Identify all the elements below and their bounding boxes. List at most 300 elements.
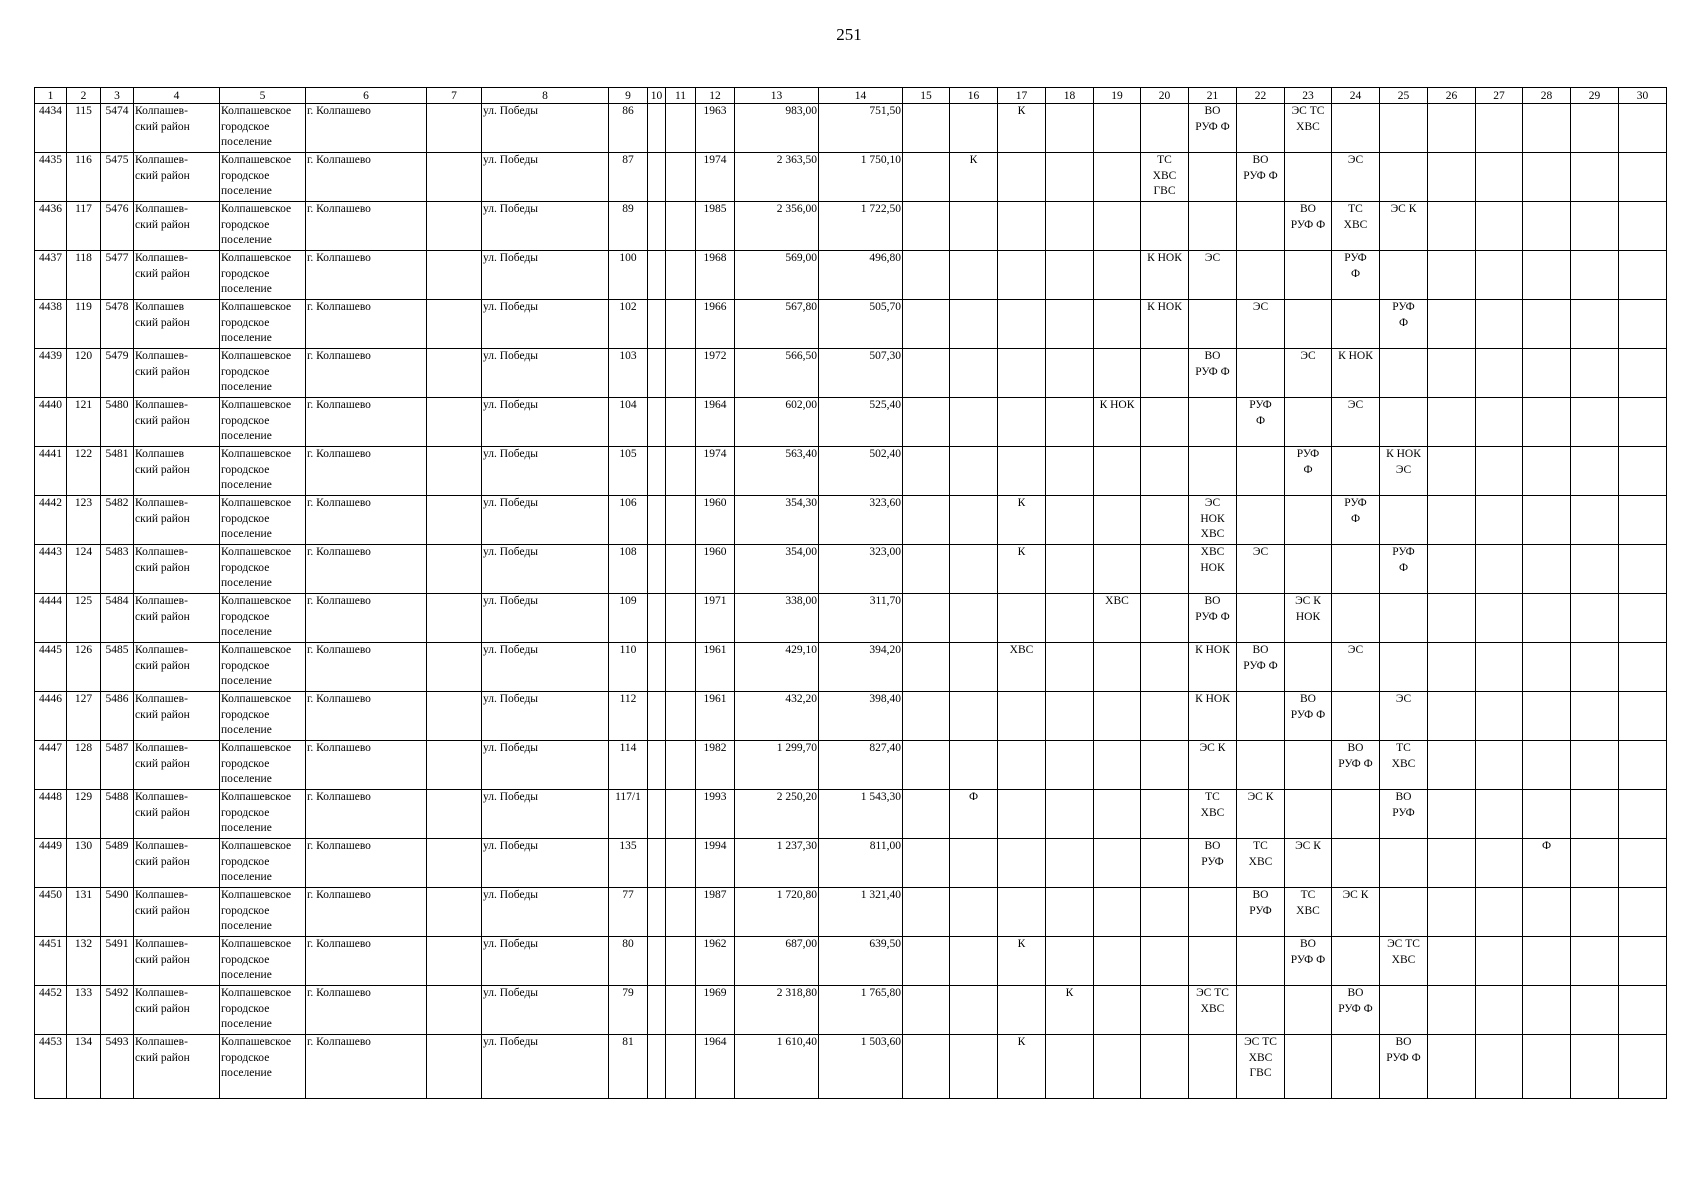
work-type-col-28-cell bbox=[1523, 251, 1571, 300]
work-type-col-29-cell bbox=[1571, 251, 1619, 300]
work-type-col-26-cell bbox=[1428, 692, 1476, 741]
work-type-col-23-cell: ЭС bbox=[1285, 349, 1332, 398]
settlement-cell: Колпашевское городское поселение bbox=[220, 1035, 306, 1099]
district-cell: Колпашев- ский район bbox=[134, 202, 220, 251]
work-type-col-24-cell: РУФ Ф bbox=[1332, 496, 1380, 545]
work-type-col-17-cell bbox=[998, 741, 1046, 790]
work-type-col-16-cell bbox=[950, 692, 998, 741]
work-type-col-25-cell: ВО РУФ bbox=[1380, 790, 1428, 839]
work-type-col-17-cell bbox=[998, 153, 1046, 202]
work-type-col-26-cell bbox=[1428, 496, 1476, 545]
column-header-14: 14 bbox=[819, 88, 903, 104]
work-type-col-18-cell bbox=[1046, 839, 1094, 888]
settlement-cell: Колпашевское городское поселение bbox=[220, 202, 306, 251]
work-type-col-27-cell bbox=[1476, 104, 1523, 153]
work-type-col-17-cell: К bbox=[998, 937, 1046, 986]
street-cell: ул. Победы bbox=[482, 741, 609, 790]
work-type-col-16-cell bbox=[950, 888, 998, 937]
work-type-col-23-cell bbox=[1285, 251, 1332, 300]
work-type-col-21-cell: ЭС bbox=[1189, 251, 1237, 300]
work-type-col-26-cell bbox=[1428, 398, 1476, 447]
work-type-col-29-cell bbox=[1571, 888, 1619, 937]
city-cell: г. Колпашево bbox=[306, 447, 427, 496]
work-type-col-22-cell bbox=[1237, 447, 1285, 496]
work-type-col-11-cell bbox=[666, 104, 696, 153]
work-type-col-28-cell bbox=[1523, 398, 1571, 447]
work-type-col-20-cell bbox=[1141, 104, 1189, 153]
registry-id-cell: 5475 bbox=[101, 153, 134, 202]
district-cell: Колпашев- ский район bbox=[134, 594, 220, 643]
row-index-cell: 127 bbox=[67, 692, 101, 741]
record-number-cell: 4439 bbox=[35, 349, 67, 398]
work-type-col-21-cell: ЭС К bbox=[1189, 741, 1237, 790]
work-type-col-18-cell bbox=[1046, 202, 1094, 251]
column-header-6: 6 bbox=[306, 88, 427, 104]
living-area-cell: 1 750,10 bbox=[819, 153, 903, 202]
work-type-col-10-cell bbox=[648, 594, 666, 643]
living-area-cell: 751,50 bbox=[819, 104, 903, 153]
work-type-col-17-cell: К bbox=[998, 545, 1046, 594]
work-type-col-24-cell bbox=[1332, 104, 1380, 153]
settlement-cell: Колпашевское городское поселение bbox=[220, 153, 306, 202]
table-row bbox=[35, 1035, 1667, 1099]
work-type-col-30-cell bbox=[1619, 937, 1667, 986]
work-type-col-10-cell bbox=[648, 986, 666, 1035]
registry-id-cell: 5491 bbox=[101, 937, 134, 986]
registry-id-cell: 5486 bbox=[101, 692, 134, 741]
total-area-cell: 1 720,80 bbox=[735, 888, 819, 937]
work-type-col-23-cell bbox=[1285, 300, 1332, 349]
work-type-col-28-cell bbox=[1523, 888, 1571, 937]
work-type-col-22-cell: ЭС К bbox=[1237, 790, 1285, 839]
house-number-cell: 87 bbox=[609, 153, 648, 202]
work-type-col-29-cell bbox=[1571, 692, 1619, 741]
work-type-col-15-cell bbox=[903, 986, 950, 1035]
city-cell: г. Колпашево bbox=[306, 594, 427, 643]
work-type-col-21-cell bbox=[1189, 447, 1237, 496]
work-type-col-20-cell: К НОК bbox=[1141, 300, 1189, 349]
work-type-col-11-cell bbox=[666, 594, 696, 643]
street-cell: ул. Победы bbox=[482, 594, 609, 643]
row-index-cell: 130 bbox=[67, 839, 101, 888]
city-cell: г. Колпашево bbox=[306, 888, 427, 937]
work-type-col-29-cell bbox=[1571, 153, 1619, 202]
work-type-col-29-cell bbox=[1571, 790, 1619, 839]
work-type-col-17-cell bbox=[998, 300, 1046, 349]
work-type-col-22-cell bbox=[1237, 594, 1285, 643]
street-cell: ул. Победы bbox=[482, 643, 609, 692]
work-type-col-19-cell bbox=[1094, 839, 1141, 888]
work-type-col-24-cell bbox=[1332, 839, 1380, 888]
row-index-cell: 121 bbox=[67, 398, 101, 447]
house-number-cell: 105 bbox=[609, 447, 648, 496]
total-area-cell: 566,50 bbox=[735, 349, 819, 398]
work-type-col-20-cell bbox=[1141, 986, 1189, 1035]
column-header-8: 8 bbox=[482, 88, 609, 104]
house-number-cell: 77 bbox=[609, 888, 648, 937]
column-header-18: 18 bbox=[1046, 88, 1094, 104]
work-type-col-24-cell bbox=[1332, 692, 1380, 741]
row-index-cell: 132 bbox=[67, 937, 101, 986]
work-type-col-24-cell bbox=[1332, 545, 1380, 594]
work-type-col-26-cell bbox=[1428, 349, 1476, 398]
work-type-col-10-cell bbox=[648, 839, 666, 888]
city-cell: г. Колпашево bbox=[306, 643, 427, 692]
work-type-col-18-cell bbox=[1046, 545, 1094, 594]
district-cell: Колпашев- ский район bbox=[134, 104, 220, 153]
total-area-cell: 2 363,50 bbox=[735, 153, 819, 202]
work-type-col-27-cell bbox=[1476, 300, 1523, 349]
settlement-cell: Колпашевское городское поселение bbox=[220, 741, 306, 790]
street-cell: ул. Победы bbox=[482, 1035, 609, 1099]
city-cell: г. Колпашево bbox=[306, 153, 427, 202]
column-header-4: 4 bbox=[134, 88, 220, 104]
work-type-col-24-cell: ЭС bbox=[1332, 398, 1380, 447]
work-type-col-19-cell bbox=[1094, 447, 1141, 496]
city-cell: г. Колпашево bbox=[306, 300, 427, 349]
table-row bbox=[35, 349, 1667, 398]
work-type-col-20-cell bbox=[1141, 741, 1189, 790]
column-header-23: 23 bbox=[1285, 88, 1332, 104]
work-type-col-22-cell: ВО РУФ bbox=[1237, 888, 1285, 937]
work-type-col-29-cell bbox=[1571, 447, 1619, 496]
table-row bbox=[35, 202, 1667, 251]
work-type-col-11-cell bbox=[666, 986, 696, 1035]
settlement-cell: Колпашевское городское поселение bbox=[220, 545, 306, 594]
district-cell: Колпашев- ский район bbox=[134, 790, 220, 839]
work-type-col-23-cell: ЭС К НОК bbox=[1285, 594, 1332, 643]
work-type-col-17-cell bbox=[998, 594, 1046, 643]
record-number-cell: 4446 bbox=[35, 692, 67, 741]
table-row bbox=[35, 986, 1667, 1035]
work-type-col-28-cell bbox=[1523, 986, 1571, 1035]
work-type-col-18-cell bbox=[1046, 398, 1094, 447]
district-cell: Колпашев- ский район bbox=[134, 496, 220, 545]
work-type-col-22-cell bbox=[1237, 741, 1285, 790]
work-type-col-19-cell bbox=[1094, 741, 1141, 790]
work-type-col-27-cell bbox=[1476, 545, 1523, 594]
work-type-col-27-cell bbox=[1476, 202, 1523, 251]
street-cell: ул. Победы bbox=[482, 937, 609, 986]
work-type-col-29-cell bbox=[1571, 839, 1619, 888]
work-type-col-11-cell bbox=[666, 202, 696, 251]
row-index-cell: 117 bbox=[67, 202, 101, 251]
city-cell: г. Колпашево bbox=[306, 104, 427, 153]
city-cell: г. Колпашево bbox=[306, 986, 427, 1035]
table-row bbox=[35, 398, 1667, 447]
row-index-cell: 134 bbox=[67, 1035, 101, 1099]
work-type-col-30-cell bbox=[1619, 153, 1667, 202]
work-type-col-15-cell bbox=[903, 741, 950, 790]
work-type-col-26-cell bbox=[1428, 888, 1476, 937]
work-type-col-27-cell bbox=[1476, 349, 1523, 398]
work-type-col-20-cell bbox=[1141, 839, 1189, 888]
living-area-cell: 1 321,40 bbox=[819, 888, 903, 937]
column-header-26: 26 bbox=[1428, 88, 1476, 104]
house-number-cell: 81 bbox=[609, 1035, 648, 1099]
work-type-col-7-cell bbox=[427, 643, 482, 692]
work-type-col-11-cell bbox=[666, 643, 696, 692]
work-type-col-11-cell bbox=[666, 496, 696, 545]
work-type-col-23-cell bbox=[1285, 496, 1332, 545]
living-area-cell: 323,60 bbox=[819, 496, 903, 545]
work-type-col-21-cell bbox=[1189, 153, 1237, 202]
house-number-cell: 100 bbox=[609, 251, 648, 300]
work-type-col-21-cell: ТС ХВС bbox=[1189, 790, 1237, 839]
work-type-col-7-cell bbox=[427, 496, 482, 545]
street-cell: ул. Победы bbox=[482, 496, 609, 545]
row-index-cell: 118 bbox=[67, 251, 101, 300]
build-year-cell: 1971 bbox=[696, 594, 735, 643]
table-row bbox=[35, 692, 1667, 741]
living-area-cell: 827,40 bbox=[819, 741, 903, 790]
work-type-col-30-cell bbox=[1619, 202, 1667, 251]
record-number-cell: 4451 bbox=[35, 937, 67, 986]
house-number-cell: 104 bbox=[609, 398, 648, 447]
total-area-cell: 354,30 bbox=[735, 496, 819, 545]
record-number-cell: 4453 bbox=[35, 1035, 67, 1099]
work-type-col-28-cell bbox=[1523, 300, 1571, 349]
work-type-col-27-cell bbox=[1476, 1035, 1523, 1099]
work-type-col-26-cell bbox=[1428, 300, 1476, 349]
work-type-col-23-cell bbox=[1285, 1035, 1332, 1099]
build-year-cell: 1982 bbox=[696, 741, 735, 790]
build-year-cell: 1961 bbox=[696, 643, 735, 692]
total-area-cell: 983,00 bbox=[735, 104, 819, 153]
registry-id-cell: 5484 bbox=[101, 594, 134, 643]
column-header-20: 20 bbox=[1141, 88, 1189, 104]
work-type-col-22-cell bbox=[1237, 202, 1285, 251]
living-area-cell: 1 765,80 bbox=[819, 986, 903, 1035]
work-type-col-22-cell bbox=[1237, 937, 1285, 986]
work-type-col-30-cell bbox=[1619, 1035, 1667, 1099]
work-type-col-28-cell bbox=[1523, 790, 1571, 839]
house-number-cell: 103 bbox=[609, 349, 648, 398]
house-number-cell: 117/1 bbox=[609, 790, 648, 839]
record-number-cell: 4448 bbox=[35, 790, 67, 839]
work-type-col-20-cell bbox=[1141, 643, 1189, 692]
work-type-col-20-cell bbox=[1141, 1035, 1189, 1099]
house-number-cell: 89 bbox=[609, 202, 648, 251]
settlement-cell: Колпашевское городское поселение bbox=[220, 839, 306, 888]
work-type-col-16-cell bbox=[950, 545, 998, 594]
work-type-col-26-cell bbox=[1428, 104, 1476, 153]
page-number: 251 bbox=[836, 25, 862, 44]
build-year-cell: 1974 bbox=[696, 153, 735, 202]
work-type-col-22-cell bbox=[1237, 496, 1285, 545]
build-year-cell: 1966 bbox=[696, 300, 735, 349]
work-type-col-15-cell bbox=[903, 349, 950, 398]
work-type-col-25-cell: К НОК ЭС bbox=[1380, 447, 1428, 496]
row-index-cell: 125 bbox=[67, 594, 101, 643]
work-type-col-25-cell bbox=[1380, 839, 1428, 888]
column-header-24: 24 bbox=[1332, 88, 1380, 104]
work-type-col-11-cell bbox=[666, 398, 696, 447]
work-type-col-18-cell bbox=[1046, 888, 1094, 937]
work-type-col-17-cell: К bbox=[998, 496, 1046, 545]
work-type-col-19-cell: К НОК bbox=[1094, 398, 1141, 447]
work-type-col-26-cell bbox=[1428, 545, 1476, 594]
work-type-col-25-cell: ТС ХВС bbox=[1380, 741, 1428, 790]
work-type-col-15-cell bbox=[903, 888, 950, 937]
living-area-cell: 398,40 bbox=[819, 692, 903, 741]
work-type-col-15-cell bbox=[903, 104, 950, 153]
work-type-col-21-cell: ВО РУФ Ф bbox=[1189, 104, 1237, 153]
work-type-col-16-cell bbox=[950, 349, 998, 398]
work-type-col-11-cell bbox=[666, 251, 696, 300]
work-type-col-16-cell bbox=[950, 986, 998, 1035]
work-type-col-20-cell bbox=[1141, 888, 1189, 937]
work-type-col-26-cell bbox=[1428, 251, 1476, 300]
work-type-col-11-cell bbox=[666, 153, 696, 202]
work-type-col-27-cell bbox=[1476, 692, 1523, 741]
work-type-col-24-cell: ВО РУФ Ф bbox=[1332, 986, 1380, 1035]
work-type-col-24-cell: ТС ХВС bbox=[1332, 202, 1380, 251]
work-type-col-21-cell: К НОК bbox=[1189, 692, 1237, 741]
total-area-cell: 569,00 bbox=[735, 251, 819, 300]
work-type-col-22-cell: ТС ХВС bbox=[1237, 839, 1285, 888]
work-type-col-17-cell bbox=[998, 398, 1046, 447]
work-type-col-20-cell bbox=[1141, 202, 1189, 251]
work-type-col-24-cell bbox=[1332, 1035, 1380, 1099]
district-cell: Колпашев ский район bbox=[134, 300, 220, 349]
work-type-col-18-cell: К bbox=[1046, 986, 1094, 1035]
column-header-25: 25 bbox=[1380, 88, 1428, 104]
settlement-cell: Колпашевское городское поселение bbox=[220, 349, 306, 398]
work-type-col-30-cell bbox=[1619, 643, 1667, 692]
house-number-cell: 112 bbox=[609, 692, 648, 741]
living-area-cell: 394,20 bbox=[819, 643, 903, 692]
work-type-col-16-cell: К bbox=[950, 153, 998, 202]
street-cell: ул. Победы bbox=[482, 349, 609, 398]
total-area-cell: 1 610,40 bbox=[735, 1035, 819, 1099]
work-type-col-18-cell bbox=[1046, 741, 1094, 790]
work-type-col-22-cell bbox=[1237, 349, 1285, 398]
column-header-3: 3 bbox=[101, 88, 134, 104]
row-index-cell: 131 bbox=[67, 888, 101, 937]
work-type-col-29-cell bbox=[1571, 545, 1619, 594]
work-type-col-21-cell: ЭС НОК ХВС bbox=[1189, 496, 1237, 545]
work-type-col-28-cell bbox=[1523, 741, 1571, 790]
column-header-13: 13 bbox=[735, 88, 819, 104]
district-cell: Колпашев- ский район bbox=[134, 741, 220, 790]
work-type-col-24-cell: ЭС bbox=[1332, 153, 1380, 202]
work-type-col-19-cell bbox=[1094, 349, 1141, 398]
registry-id-cell: 5481 bbox=[101, 447, 134, 496]
column-header-17: 17 bbox=[998, 88, 1046, 104]
street-cell: ул. Победы bbox=[482, 888, 609, 937]
living-area-cell: 311,70 bbox=[819, 594, 903, 643]
total-area-cell: 567,80 bbox=[735, 300, 819, 349]
column-number-row bbox=[35, 88, 1667, 104]
work-type-col-23-cell bbox=[1285, 153, 1332, 202]
table-row bbox=[35, 545, 1667, 594]
registry-id-cell: 5480 bbox=[101, 398, 134, 447]
work-type-col-15-cell bbox=[903, 300, 950, 349]
work-type-col-11-cell bbox=[666, 300, 696, 349]
work-type-col-19-cell bbox=[1094, 790, 1141, 839]
table-row bbox=[35, 937, 1667, 986]
street-cell: ул. Победы bbox=[482, 202, 609, 251]
row-index-cell: 115 bbox=[67, 104, 101, 153]
work-type-col-25-cell: ЭС ТС ХВС bbox=[1380, 937, 1428, 986]
work-type-col-16-cell bbox=[950, 937, 998, 986]
work-type-col-15-cell bbox=[903, 545, 950, 594]
work-type-col-18-cell bbox=[1046, 790, 1094, 839]
district-cell: Колпашев- ский район bbox=[134, 692, 220, 741]
work-type-col-15-cell bbox=[903, 202, 950, 251]
city-cell: г. Колпашево bbox=[306, 692, 427, 741]
work-type-col-23-cell: РУФ Ф bbox=[1285, 447, 1332, 496]
work-type-col-28-cell bbox=[1523, 202, 1571, 251]
total-area-cell: 563,40 bbox=[735, 447, 819, 496]
build-year-cell: 1960 bbox=[696, 545, 735, 594]
work-type-col-25-cell bbox=[1380, 349, 1428, 398]
work-type-col-19-cell bbox=[1094, 202, 1141, 251]
work-type-col-25-cell: ВО РУФ Ф bbox=[1380, 1035, 1428, 1099]
work-type-col-23-cell bbox=[1285, 790, 1332, 839]
record-number-cell: 4438 bbox=[35, 300, 67, 349]
work-type-col-21-cell bbox=[1189, 888, 1237, 937]
work-type-col-17-cell bbox=[998, 202, 1046, 251]
work-type-col-7-cell bbox=[427, 300, 482, 349]
table-row bbox=[35, 104, 1667, 153]
work-type-col-15-cell bbox=[903, 496, 950, 545]
registry-id-cell: 5488 bbox=[101, 790, 134, 839]
house-number-cell: 80 bbox=[609, 937, 648, 986]
work-type-col-21-cell: ВО РУФ Ф bbox=[1189, 349, 1237, 398]
work-type-col-10-cell bbox=[648, 692, 666, 741]
work-type-col-10-cell bbox=[648, 447, 666, 496]
work-type-col-30-cell bbox=[1619, 251, 1667, 300]
living-area-cell: 1 543,30 bbox=[819, 790, 903, 839]
registry-id-cell: 5492 bbox=[101, 986, 134, 1035]
work-type-col-30-cell bbox=[1619, 741, 1667, 790]
work-type-col-17-cell bbox=[998, 790, 1046, 839]
work-type-col-24-cell bbox=[1332, 790, 1380, 839]
settlement-cell: Колпашевское городское поселение bbox=[220, 937, 306, 986]
work-type-col-24-cell bbox=[1332, 447, 1380, 496]
work-type-col-28-cell bbox=[1523, 594, 1571, 643]
record-number-cell: 4452 bbox=[35, 986, 67, 1035]
record-number-cell: 4440 bbox=[35, 398, 67, 447]
work-type-col-17-cell bbox=[998, 251, 1046, 300]
city-cell: г. Колпашево bbox=[306, 496, 427, 545]
registry-id-cell: 5487 bbox=[101, 741, 134, 790]
table-row bbox=[35, 300, 1667, 349]
work-type-col-23-cell: ЭС К bbox=[1285, 839, 1332, 888]
record-number-cell: 4444 bbox=[35, 594, 67, 643]
living-area-cell: 525,40 bbox=[819, 398, 903, 447]
work-type-col-18-cell bbox=[1046, 692, 1094, 741]
column-header-28: 28 bbox=[1523, 88, 1571, 104]
work-type-col-19-cell bbox=[1094, 251, 1141, 300]
work-type-col-18-cell bbox=[1046, 104, 1094, 153]
street-cell: ул. Победы bbox=[482, 300, 609, 349]
house-number-cell: 109 bbox=[609, 594, 648, 643]
work-type-col-29-cell bbox=[1571, 937, 1619, 986]
work-type-col-15-cell bbox=[903, 153, 950, 202]
build-year-cell: 1993 bbox=[696, 790, 735, 839]
work-type-col-20-cell bbox=[1141, 447, 1189, 496]
work-type-col-20-cell bbox=[1141, 937, 1189, 986]
work-type-col-21-cell: ХВС НОК bbox=[1189, 545, 1237, 594]
work-type-col-16-cell bbox=[950, 741, 998, 790]
work-type-col-19-cell bbox=[1094, 300, 1141, 349]
work-type-col-29-cell bbox=[1571, 1035, 1619, 1099]
work-type-col-7-cell bbox=[427, 692, 482, 741]
work-type-col-23-cell: ВО РУФ Ф bbox=[1285, 692, 1332, 741]
